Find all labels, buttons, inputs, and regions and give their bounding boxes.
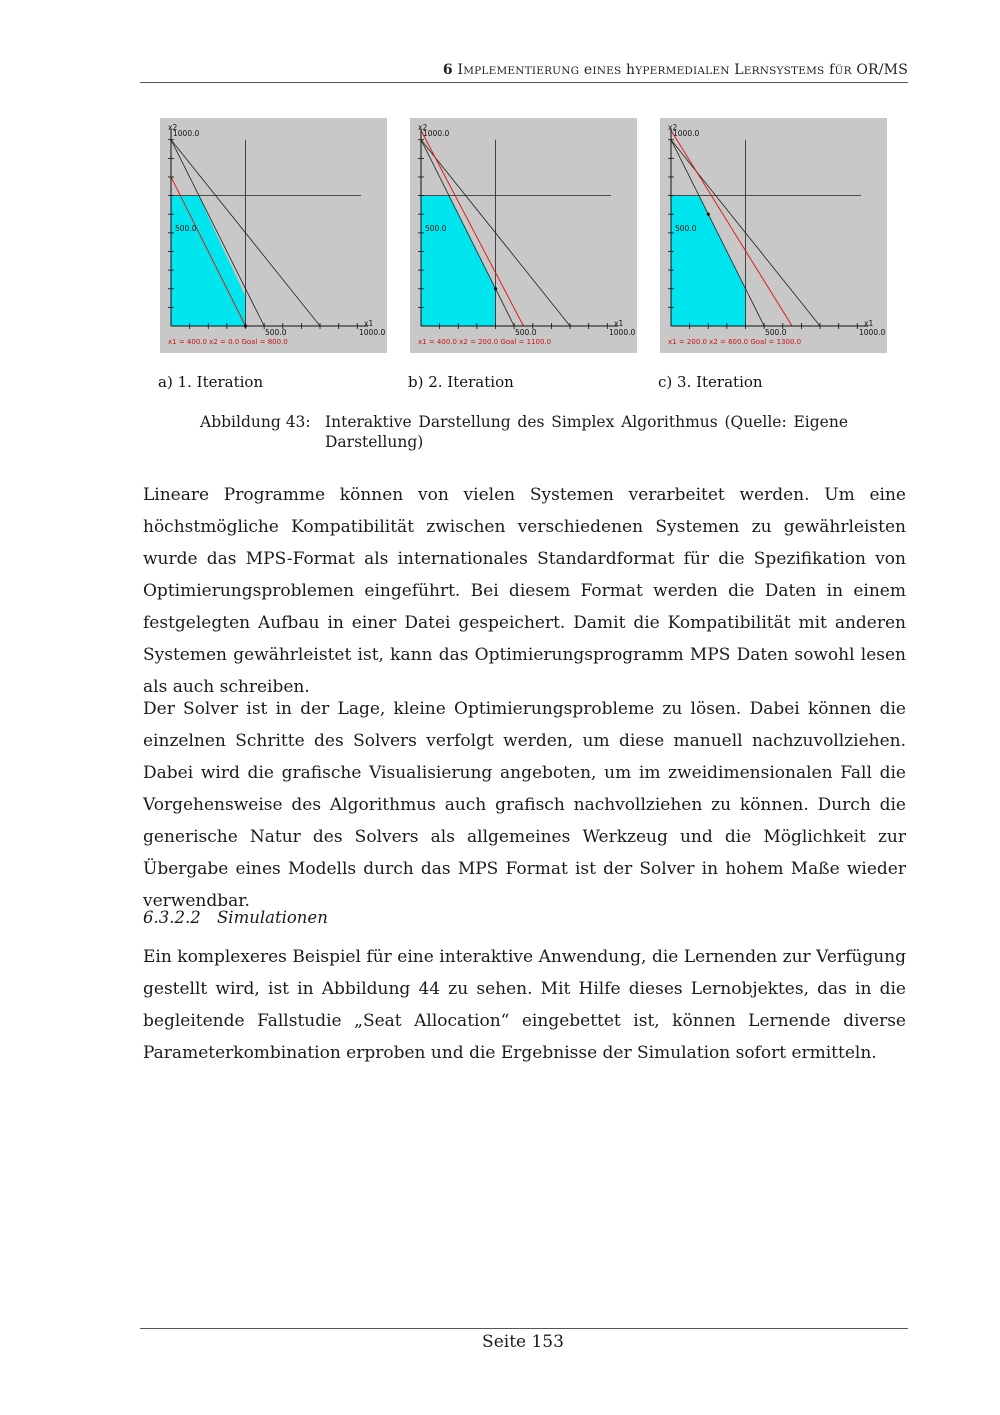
- iteration-status: x1 = 400.0 x2 = 200.0 Goal = 1100.0: [418, 338, 552, 346]
- y-tick-top: 1000.0: [173, 129, 200, 138]
- subcaption-b: b) 2. Iteration: [408, 373, 514, 391]
- plot-canvas: [160, 118, 387, 353]
- header-word: OR/MS: [856, 62, 908, 78]
- section-heading: [143, 908, 328, 927]
- x-tick-mid: 500.0: [265, 328, 287, 337]
- section-title: Simulationen: [217, 908, 328, 927]
- page-number: Seite 153: [482, 1332, 564, 1352]
- y-tick-mid: 500.0: [425, 224, 447, 233]
- section-number: 6.3.2.2: [143, 908, 201, 927]
- x-tick-right: 1000.0: [859, 328, 886, 337]
- figure-caption: [200, 412, 848, 452]
- simplex-plot-1: [160, 118, 387, 353]
- feasible-region: [171, 196, 246, 326]
- y-axis-label: x2: [418, 123, 428, 132]
- body-paragraph-1: Lineare Programme können von vielen Systemen verarbeitet werden. Um eine höchstmögliche Kompatibilität zwischen verschiedenen Systemen zu gewährleisten wurde das MPS-Format als internationales Standardformat für die Spezifikation von Optimierungsproblemen eingeführt. Bei diesem Format werden die Daten in einem festgelegten Aufbau in einer Datei gespeichert. Damit die Kompatibilität mit anderen Systemen gewährleistet ist, kann das Optimierungsprogramm MPS Daten sowohl lesen als auch schreiben.: [143, 485, 906, 697]
- figure-caption-text: Interaktive Darstellung des Simplex Algorithmus (Quelle: Eigene Darstellung): [325, 413, 848, 451]
- x-tick-mid: 500.0: [765, 328, 787, 337]
- simplex-plot-2: [410, 118, 637, 353]
- subcaption-a: a) 1. Iteration: [158, 373, 264, 391]
- header-word: hYPERMEDIALEN: [626, 62, 730, 78]
- x-axis-label: x1: [864, 319, 874, 328]
- plot-canvas: [410, 118, 637, 353]
- chapter-title: [457, 62, 908, 78]
- subcaption-c: c) 3. Iteration: [658, 373, 763, 391]
- x-tick-right: 1000.0: [609, 328, 636, 337]
- header-rule: [140, 82, 908, 83]
- header-word: eINES: [583, 62, 622, 78]
- running-header: [140, 62, 908, 78]
- current-vertex: [707, 213, 710, 216]
- body-paragraph-3: Ein komplexeres Beispiel für eine interaktive Anwendung, die Lernenden zur Verfügung gestellt wird, ist in Abbildung 44 zu sehen. Mit Hilfe dieses Lernobjektes, das in die begleitende Fallstudie „Seat Allocation“ eingebettet ist, können Lernende diverse Parameterkombination erproben und die Ergebnisse der Simulation sofort ermitteln.: [143, 947, 906, 1063]
- iteration-status: x1 = 400.0 x2 = 0.0 Goal = 800.0: [168, 338, 288, 346]
- x-tick-right: 1000.0: [359, 328, 386, 337]
- header-word: IMPLEMENTIERUNG: [457, 62, 580, 78]
- y-tick-mid: 500.0: [675, 224, 697, 233]
- y-tick-mid: 500.0: [175, 224, 197, 233]
- x-tick-mid: 500.0: [515, 328, 537, 337]
- y-axis-label: x2: [168, 123, 178, 132]
- header-word: fÜR: [829, 62, 852, 78]
- chapter-number: 6: [442, 62, 453, 78]
- plot-canvas: [660, 118, 887, 353]
- x-axis-label: x1: [614, 319, 624, 328]
- iteration-status: x1 = 200.0 x2 = 600.0 Goal = 1300.0: [668, 338, 802, 346]
- x-axis-label: x1: [364, 319, 374, 328]
- current-vertex: [494, 287, 497, 290]
- figure-caption-label: Abbildung 43:: [200, 413, 311, 431]
- feasible-region: [421, 196, 496, 326]
- y-tick-top: 1000.0: [673, 129, 700, 138]
- y-axis-label: x2: [668, 123, 678, 132]
- simplex-plot-3: [660, 118, 887, 353]
- header-word: LERNSYSTEMS: [734, 62, 825, 78]
- y-tick-top: 1000.0: [423, 129, 450, 138]
- body-paragraph-2: Der Solver ist in der Lage, kleine Optimierungsprobleme zu lösen. Dabei können die einzelnen Schritte des Solvers verfolgt werden, um diese manuell nachzuvollziehen. Dabei wird die grafische Visualisierung angeboten, um im zweidimensionalen Fall die Vorgehensweise des Algorithmus auch grafisch nachvollziehen zu können. Durch die generische Natur des Solvers als allgemeines Werkzeug und die Möglichkeit zur Übergabe eines Modells durch das MPS Format ist der Solver in hohem Maße wieder verwendbar.: [143, 699, 906, 911]
- current-vertex: [244, 324, 247, 327]
- footer-rule: [140, 1328, 908, 1329]
